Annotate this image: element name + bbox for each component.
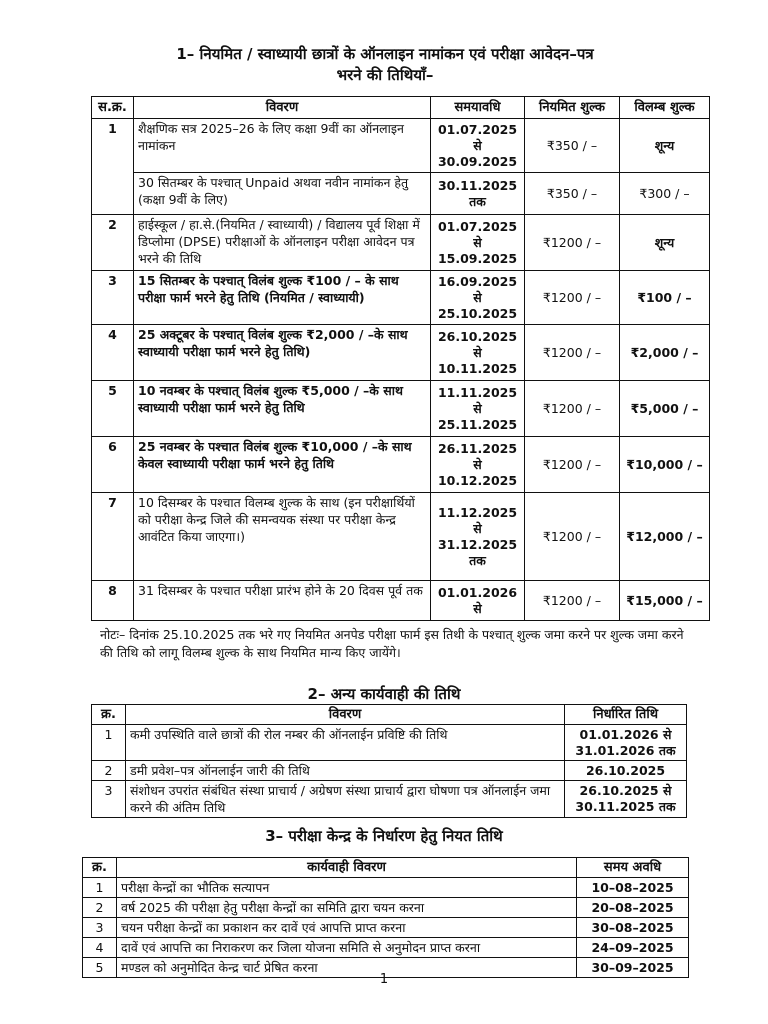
table-row bbox=[92, 581, 710, 621]
late-fee-cell: शून्य bbox=[620, 119, 710, 173]
header-action: कार्यवाही विवरण bbox=[117, 858, 577, 878]
section3-table bbox=[82, 857, 689, 978]
regular-fee-cell: ₹1200 / – bbox=[525, 215, 620, 271]
description-cell: शैक्षणिक सत्र 2025–26 के लिए कक्षा 9वीं का ऑनलाइन नामांकन bbox=[134, 119, 431, 173]
table-row bbox=[92, 725, 687, 761]
table-row bbox=[92, 493, 710, 581]
table-row bbox=[92, 215, 710, 271]
late-fee-cell: ₹2,000 / – bbox=[620, 325, 710, 381]
header-serial: क्र. bbox=[83, 858, 117, 878]
period-start: 01.07.2025 bbox=[437, 218, 518, 234]
header-description: विवरण bbox=[134, 97, 431, 119]
header-period: समय अवधि bbox=[577, 858, 689, 878]
serial-cell: 7 bbox=[92, 493, 134, 581]
table-row bbox=[92, 781, 687, 818]
period-start: 26.11.2025 bbox=[437, 440, 518, 456]
description-cell: 31 दिसम्बर के पश्चात परीक्षा प्रारंभ होने के 20 दिवस पूर्व तक bbox=[134, 581, 431, 621]
date-cell: 10–08–2025 bbox=[577, 878, 689, 898]
period-cell bbox=[431, 493, 525, 581]
regular-fee-cell: ₹350 / – bbox=[525, 173, 620, 215]
period-cell bbox=[431, 119, 525, 173]
late-fee-cell: ₹10,000 / – bbox=[620, 437, 710, 493]
description-cell: वर्ष 2025 की परीक्षा हेतु परीक्षा केन्द्रों का समिति द्वारा चयन करना bbox=[117, 898, 577, 918]
period-end: 25.10.2025 bbox=[437, 305, 518, 321]
table-row bbox=[83, 878, 689, 898]
period-connector: से bbox=[473, 600, 482, 616]
description-cell: कमी उपस्थिति वाले छात्रों की रोल नम्बर की ऑनलाईन प्रविष्टि की तिथि bbox=[126, 725, 565, 761]
description-cell: 10 नवम्बर के पश्चात् विलंब शुल्क ₹5,000 / –के साथ स्वाध्यायी परीक्षा फार्म भरने हेतु तिथि bbox=[134, 381, 431, 437]
table-row bbox=[83, 938, 689, 958]
date-cell: 30–08–2025 bbox=[577, 918, 689, 938]
section3-title: 3– परीक्षा केन्द्र के निर्धारण हेतु नियत तिथि bbox=[265, 827, 503, 845]
period-connector: से bbox=[473, 520, 482, 536]
date-start: 26.10.2025 से bbox=[579, 783, 672, 798]
period-suffix: तक bbox=[469, 552, 486, 568]
period-connector: से bbox=[473, 234, 482, 250]
table-row bbox=[92, 325, 710, 381]
description-cell: डमी प्रवेश–पत्र ऑनलाईन जारी की तिथि bbox=[126, 761, 565, 781]
description-cell: 15 सितम्बर के पश्चात् विलंब शुल्क ₹100 / – के साथ परीक्षा फार्म भरने हेतु तिथि (नियमित / स्वाध्यायी) bbox=[134, 271, 431, 325]
late-fee-cell: शून्य bbox=[620, 215, 710, 271]
section1-header-row bbox=[92, 97, 710, 119]
serial-cell: 2 bbox=[92, 215, 134, 271]
period-cell bbox=[431, 381, 525, 437]
period-start: 01.07.2025 bbox=[437, 121, 518, 137]
header-period: समयावधि bbox=[431, 97, 525, 119]
table-row bbox=[92, 173, 710, 215]
period-end: 15.09.2025 bbox=[437, 250, 518, 266]
description-cell: 30 सितम्बर के पश्चात् Unpaid अथवा नवीन नामांकन हेतु (कक्षा 9वीं के लिए) bbox=[134, 173, 431, 215]
table-row bbox=[83, 918, 689, 938]
date-cell bbox=[565, 725, 687, 761]
section2-header-row bbox=[92, 705, 687, 725]
period-cell bbox=[431, 271, 525, 325]
section2-title: 2– अन्य कार्यवाही की तिथि bbox=[307, 685, 461, 703]
description-cell: दावें एवं आपत्ति का निराकरण कर जिला योजना समिति से अनुमोदन प्राप्त करना bbox=[117, 938, 577, 958]
serial-cell: 3 bbox=[92, 271, 134, 325]
period-connector: से bbox=[473, 344, 482, 360]
section2-table bbox=[91, 704, 687, 818]
serial-cell: 5 bbox=[83, 958, 117, 978]
description-cell: 10 दिसम्बर के पश्चात विलम्ब शुल्क के साथ (इन परीक्षार्थियों को परीक्षा केन्द्र जिले की समन्वयक संस्था पर परीक्षा केन्द्र आवंटित किया जाएगा।) bbox=[134, 493, 431, 581]
description-cell: 25 अक्टूबर के पश्चात् विलंब शुल्क ₹2,000 / –के साथ स्वाध्यायी परीक्षा फार्म भरने हेतु तिथि) bbox=[134, 325, 431, 381]
serial-cell: 6 bbox=[92, 437, 134, 493]
period-cell bbox=[431, 215, 525, 271]
serial-cell: 3 bbox=[92, 781, 126, 818]
table-row bbox=[92, 381, 710, 437]
date-cell: 30–09–2025 bbox=[577, 958, 689, 978]
page-number: 1 bbox=[379, 972, 389, 987]
serial-cell: 4 bbox=[92, 325, 134, 381]
period-start: 26.10.2025 bbox=[437, 328, 518, 344]
serial-cell: 8 bbox=[92, 581, 134, 621]
period-end: 30.09.2025 bbox=[437, 153, 518, 169]
regular-fee-cell: ₹1200 / – bbox=[525, 381, 620, 437]
section1-note: नोटः– दिनांक 25.10.2025 तक भरे गए नियमित अनपेड परीक्षा फार्म इस तिथी के पश्चात् शुल्क जमा करने पर शुल्क जमा करने की तिथि को लागू विलम्ब शुल्क के साथ नियमित मान्य किए जायेंगे। bbox=[100, 627, 684, 660]
period-connector: से bbox=[473, 400, 482, 416]
regular-fee-cell: ₹1200 / – bbox=[525, 271, 620, 325]
table-row bbox=[92, 437, 710, 493]
period-suffix: तक bbox=[469, 193, 486, 209]
date-end: 30.11.2025 तक bbox=[575, 799, 676, 814]
description-cell: 25 नवम्बर के पश्चात विलंब शुल्क ₹10,000 / –के साथ केवल स्वाध्यायी परीक्षा फार्म भरने हेतु तिथि bbox=[134, 437, 431, 493]
period-connector: से bbox=[473, 456, 482, 472]
regular-fee-cell: ₹1200 / – bbox=[525, 581, 620, 621]
section1-title-line2: भरने की तिथियाँ– bbox=[336, 66, 434, 84]
table-row bbox=[92, 761, 687, 781]
serial-cell: 1 bbox=[92, 725, 126, 761]
serial-cell: 1 bbox=[83, 878, 117, 898]
late-fee-cell: ₹5,000 / – bbox=[620, 381, 710, 437]
period-end: 31.12.2025 bbox=[437, 536, 518, 552]
date-cell bbox=[565, 781, 687, 818]
table-row bbox=[83, 898, 689, 918]
header-late-fee: विलम्ब शुल्क bbox=[620, 97, 710, 119]
date-start: 01.01.2026 से bbox=[579, 726, 672, 742]
serial-cell: 3 bbox=[83, 918, 117, 938]
period-cell bbox=[431, 437, 525, 493]
period-start: 16.09.2025 bbox=[437, 273, 518, 289]
period-start: 01.01.2026 bbox=[437, 584, 518, 600]
header-serial: स.क्र. bbox=[92, 97, 134, 119]
regular-fee-cell: ₹1200 / – bbox=[525, 493, 620, 581]
period-end: 25.11.2025 bbox=[437, 416, 518, 432]
period-connector: से bbox=[473, 289, 482, 305]
description-cell: संशोधन उपरांत संबंधित संस्था प्राचार्य / अग्रेषण संस्था प्राचार्य द्वारा घोषणा पत्र ऑनलाईन जमा करने की अंतिम तिथि bbox=[126, 781, 565, 818]
table-row bbox=[92, 271, 710, 325]
regular-fee-cell: ₹350 / – bbox=[525, 119, 620, 173]
late-fee-cell: ₹15,000 / – bbox=[620, 581, 710, 621]
regular-fee-cell: ₹1200 / – bbox=[525, 325, 620, 381]
date-end: 31.01.2026 तक bbox=[575, 742, 676, 758]
section3-header-row bbox=[83, 858, 689, 878]
serial-cell: 4 bbox=[83, 938, 117, 958]
period-end: 10.12.2025 bbox=[437, 472, 518, 488]
period-end: 30.11.2025 bbox=[437, 177, 518, 193]
header-serial: क्र. bbox=[92, 705, 126, 725]
section1-title-line1: 1– नियमित / स्वाध्यायी छात्रों के ऑनलाइन नामांकन एवं परीक्षा आवेदन–पत्र bbox=[176, 45, 594, 63]
period-cell bbox=[431, 325, 525, 381]
description-cell: हाईस्कूल / हा.से.(नियमित / स्वाध्यायी) / विद्यालय पूर्व शिक्षा में डिप्लोमा (DPSE) परीक्षाओं के ऑनलाइन परीक्षा आवेदन पत्र भरने की तिथि bbox=[134, 215, 431, 271]
description-cell: मण्डल को अनुमोदित केन्द्र चार्ट प्रेषित करना bbox=[117, 958, 577, 978]
serial-cell: 5 bbox=[92, 381, 134, 437]
header-date: निर्धारित तिथि bbox=[565, 705, 687, 725]
table-row bbox=[92, 119, 710, 173]
section1-table bbox=[91, 96, 710, 621]
section1-title bbox=[80, 44, 690, 86]
date-value: 26.10.2025 bbox=[585, 762, 666, 778]
date-cell: 24–09–2025 bbox=[577, 938, 689, 958]
late-fee-cell: ₹300 / – bbox=[620, 173, 710, 215]
date-cell bbox=[565, 761, 687, 781]
header-regular-fee: नियमित शुल्क bbox=[525, 97, 620, 119]
period-start: 11.12.2025 bbox=[437, 504, 518, 520]
period-connector: से bbox=[473, 137, 482, 153]
regular-fee-cell: ₹1200 / – bbox=[525, 437, 620, 493]
serial-cell: 2 bbox=[83, 898, 117, 918]
serial-cell: 2 bbox=[92, 761, 126, 781]
description-cell: चयन परीक्षा केन्द्रों का प्रकाशन कर दावें एवं आपत्ति प्राप्त करना bbox=[117, 918, 577, 938]
period-cell bbox=[431, 173, 525, 215]
date-cell: 20–08–2025 bbox=[577, 898, 689, 918]
period-start: 11.11.2025 bbox=[437, 384, 518, 400]
period-cell bbox=[431, 581, 525, 621]
header-description: विवरण bbox=[126, 705, 565, 725]
description-cell: परीक्षा केन्द्रों का भौतिक सत्यापन bbox=[117, 878, 577, 898]
late-fee-cell: ₹12,000 / – bbox=[620, 493, 710, 581]
period-end: 10.11.2025 bbox=[437, 360, 518, 376]
serial-cell: 1 bbox=[92, 119, 134, 215]
late-fee-cell: ₹100 / – bbox=[620, 271, 710, 325]
